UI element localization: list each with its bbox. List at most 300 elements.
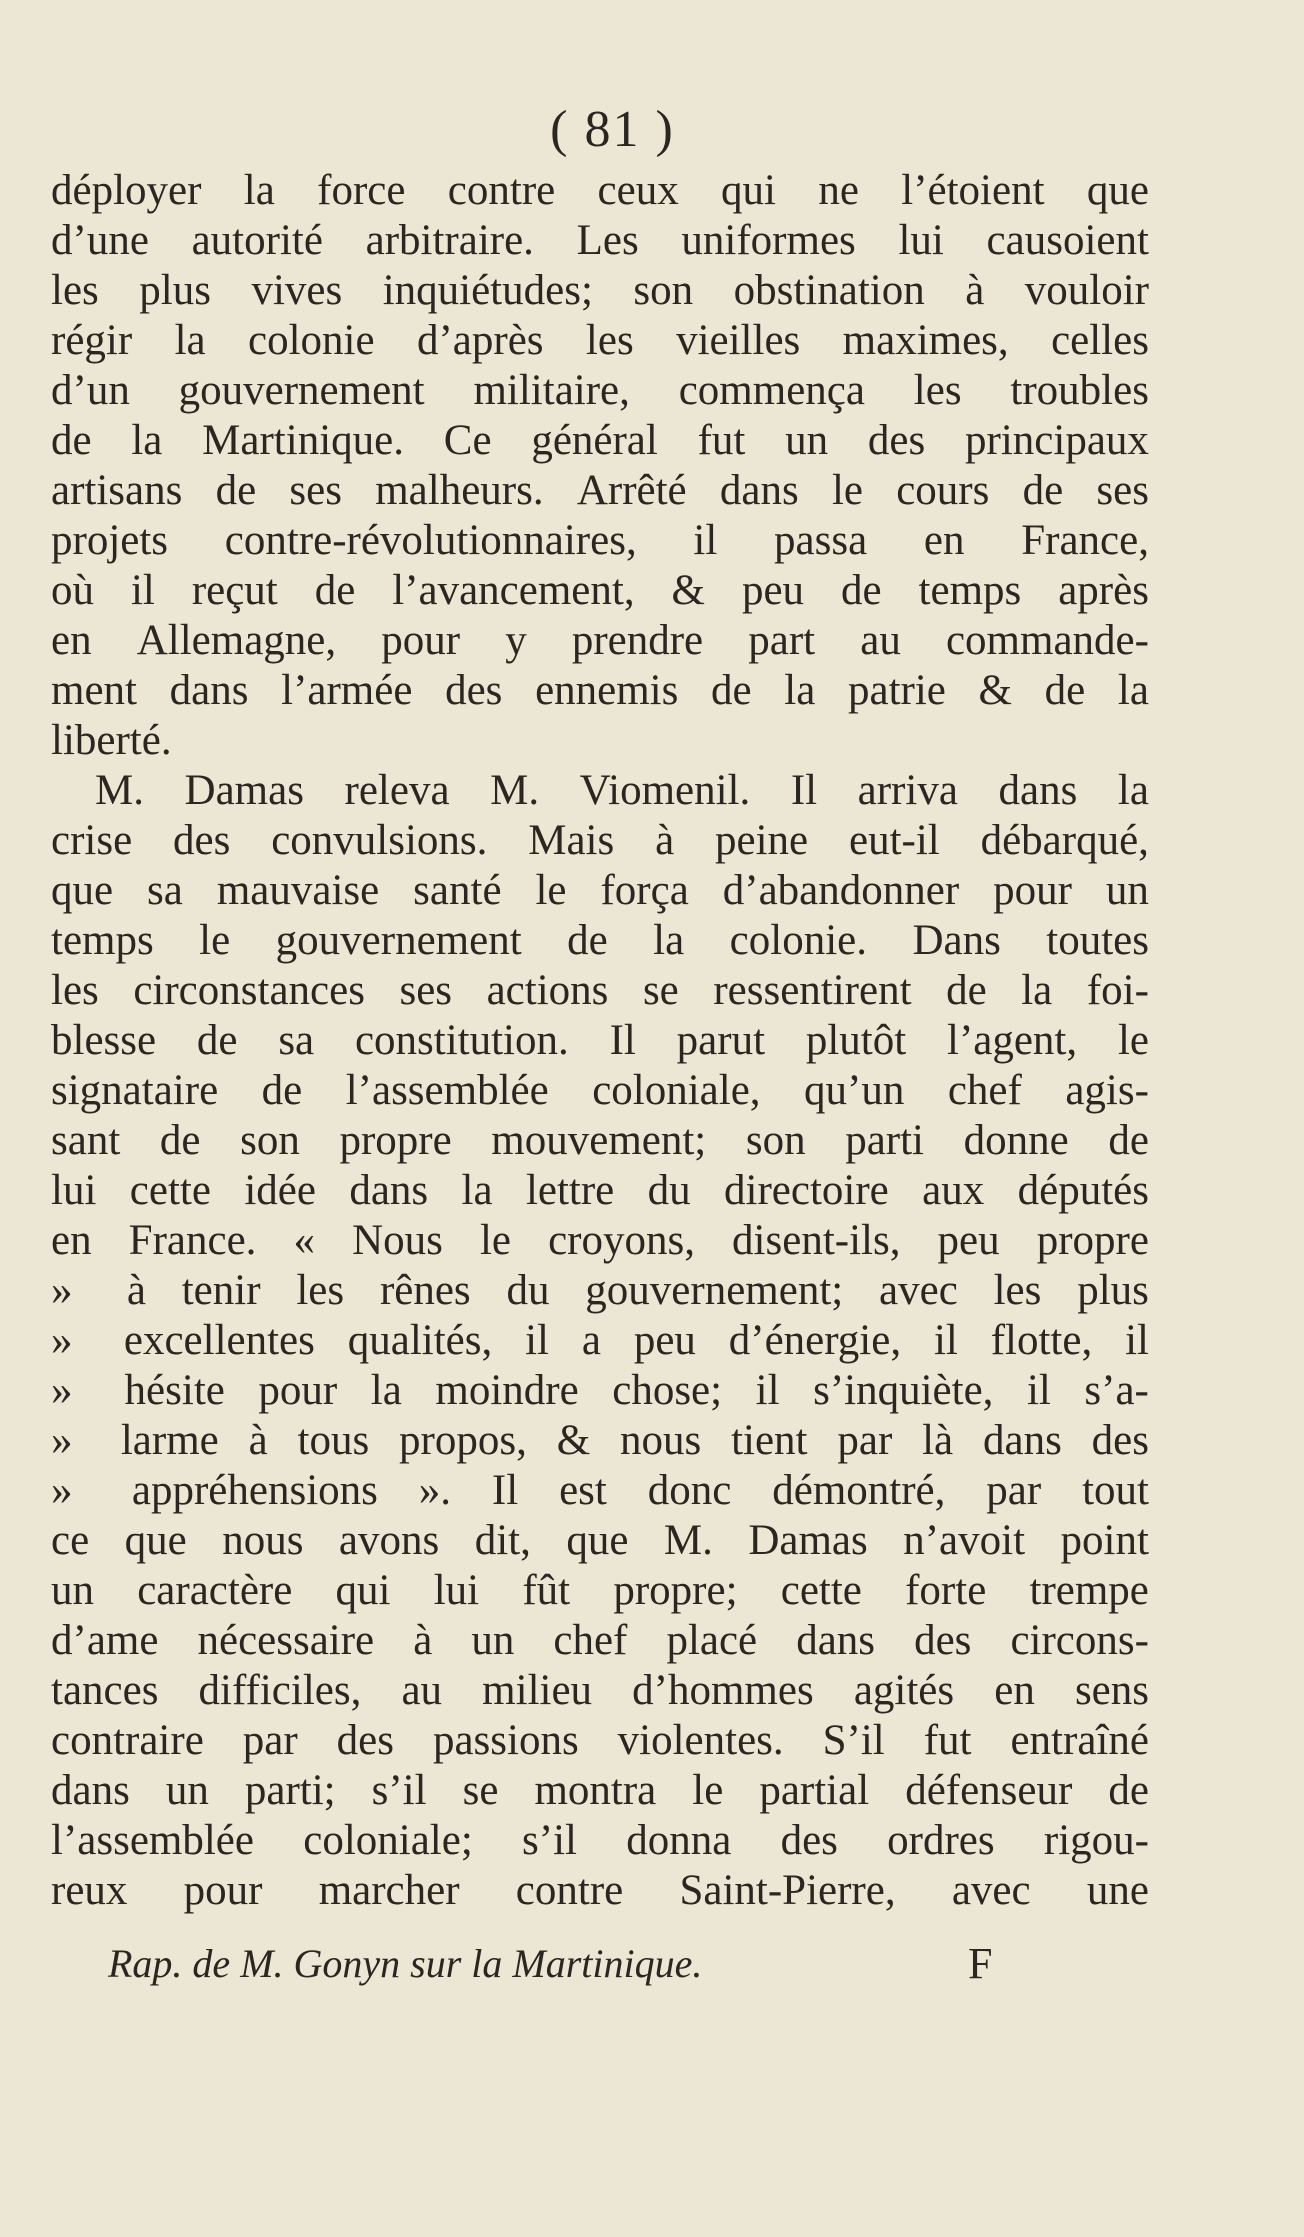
word: colonie <box>248 317 375 364</box>
word: ordres <box>887 1817 995 1864</box>
word: l’étoient <box>901 167 1045 214</box>
word: déployer <box>51 167 202 214</box>
word: foi- <box>1086 967 1149 1014</box>
word: à <box>965 267 985 314</box>
text-line <box>51 1716 1149 1766</box>
word: Il <box>609 1017 636 1064</box>
word: débarqué, <box>980 817 1149 864</box>
word: le <box>692 1767 724 1814</box>
word: vouloir <box>1024 267 1149 314</box>
word: force <box>317 167 406 214</box>
word: constitution. <box>354 1017 569 1064</box>
quote-mark: » <box>51 1467 73 1514</box>
word: le <box>1117 1017 1149 1064</box>
word: contre-révolutionnaires, <box>224 517 637 564</box>
word: dans <box>796 1617 876 1664</box>
text-line <box>51 1366 1149 1416</box>
word: la <box>174 317 206 364</box>
word: M. <box>663 1517 713 1564</box>
word: d’hommes <box>632 1667 814 1714</box>
word: les <box>51 967 99 1014</box>
text-line <box>51 1816 1149 1866</box>
word: en <box>51 617 92 664</box>
text-line <box>51 416 1149 466</box>
word: des <box>867 417 926 464</box>
text-line <box>51 1066 1149 1116</box>
word: directoire <box>724 1167 889 1214</box>
word: peine <box>715 817 809 864</box>
word: ment <box>51 667 137 714</box>
word: de <box>261 1067 303 1114</box>
word: temps <box>51 917 154 964</box>
signature-mark: F <box>968 1939 993 1988</box>
word: de <box>1044 667 1086 714</box>
word: excellentes <box>123 1317 315 1364</box>
word: nous <box>620 1417 702 1464</box>
word: se <box>462 1767 499 1814</box>
word: projets <box>51 517 169 564</box>
word: des <box>914 1617 972 1664</box>
word: députés <box>1017 1167 1149 1214</box>
word: ne <box>818 167 859 214</box>
word: de <box>1022 467 1064 514</box>
word: croyons, <box>548 1217 695 1264</box>
word: des <box>173 817 231 864</box>
word: commença <box>678 367 865 414</box>
word: son <box>633 267 694 314</box>
word: la <box>1021 967 1053 1014</box>
word: de <box>215 467 257 514</box>
word: fut <box>923 1717 972 1764</box>
text-line <box>51 1316 1149 1366</box>
word: ». <box>418 1467 452 1514</box>
text-line <box>51 1416 1149 1466</box>
word: donna <box>626 1817 732 1864</box>
word: un <box>51 1567 94 1614</box>
word: ses <box>1096 467 1149 514</box>
word: lui <box>51 1167 97 1214</box>
word: artisans <box>51 467 183 514</box>
word: reux <box>51 1867 128 1914</box>
word: les <box>585 317 634 364</box>
word: dans <box>349 1167 429 1214</box>
word: les <box>51 267 99 314</box>
word: sant <box>51 1117 121 1164</box>
text-line <box>51 466 1149 516</box>
word: pour <box>183 1867 263 1914</box>
text-line <box>51 1216 1149 1266</box>
word: actions <box>486 967 609 1014</box>
text-line <box>51 266 1149 316</box>
word: plus <box>139 267 211 314</box>
quote-mark: » <box>51 1417 73 1464</box>
word: obstination <box>733 267 925 314</box>
word: convulsions. <box>271 817 488 864</box>
word: parti; <box>244 1767 336 1814</box>
word: y <box>505 617 527 664</box>
word: lui <box>433 1567 480 1614</box>
word: un <box>165 1767 209 1814</box>
word: colonie. <box>729 917 867 964</box>
word: d’abandonner <box>722 867 960 914</box>
word: troubles <box>1010 367 1149 414</box>
word: défenseur <box>905 1767 1073 1814</box>
word: M. <box>490 767 540 814</box>
word: la <box>1117 767 1149 814</box>
word: Damas <box>184 767 304 814</box>
word: dans <box>51 1767 130 1814</box>
word: lettre <box>525 1167 615 1214</box>
word: blesse <box>51 1017 157 1064</box>
text-line <box>51 1866 1149 1916</box>
word: contre <box>447 167 556 214</box>
text-line <box>51 316 1149 366</box>
word: tances <box>51 1667 159 1714</box>
word: tenir <box>181 1267 261 1314</box>
word: de <box>841 567 882 614</box>
word: agités <box>853 1667 955 1714</box>
word: dans <box>719 467 799 514</box>
word: qualités, <box>347 1317 493 1364</box>
word: avec <box>951 1867 1031 1914</box>
word: mouvement; <box>491 1117 707 1164</box>
word: idée <box>244 1167 316 1214</box>
word: autorité <box>191 217 323 264</box>
word: à <box>413 1617 433 1664</box>
word: général <box>531 417 658 464</box>
text-line <box>51 366 1149 416</box>
text-line <box>51 866 1149 916</box>
word: au <box>860 617 901 664</box>
word: en <box>51 1217 92 1264</box>
word: passions <box>432 1717 579 1764</box>
word: rênes <box>379 1267 471 1314</box>
running-footer-title: Rap. de M. Gonyn sur la Martinique. <box>108 1941 703 1986</box>
word: lui <box>898 217 944 264</box>
word: l’avancement, <box>392 567 635 614</box>
word: passa <box>774 517 868 564</box>
word: en <box>923 517 965 564</box>
word: pour <box>381 617 461 664</box>
word: peu <box>937 1217 1000 1264</box>
quote-mark: » <box>51 1267 73 1314</box>
word: circonstances <box>133 967 365 1014</box>
word: & <box>671 567 705 614</box>
word: « <box>293 1217 315 1264</box>
word: entraîné <box>1010 1717 1149 1764</box>
word: Viomenil. <box>579 767 751 814</box>
word: circons- <box>1010 1617 1149 1664</box>
word: donne <box>963 1117 1069 1164</box>
word: tous <box>297 1417 370 1464</box>
word: part <box>748 617 816 664</box>
word: par <box>837 1417 893 1464</box>
word: disent-ils, <box>732 1217 901 1264</box>
word: gouvernement; <box>585 1267 844 1314</box>
word: caractère <box>137 1567 293 1614</box>
word: agis- <box>1065 1067 1149 1114</box>
word: gouvernement <box>275 917 522 964</box>
word: marcher <box>318 1867 460 1914</box>
quote-mark: » <box>51 1317 73 1364</box>
word: larme <box>120 1417 219 1464</box>
word: il <box>1026 1367 1051 1414</box>
text-line <box>51 966 1149 1016</box>
text-line <box>51 666 1149 716</box>
word: qui <box>721 167 776 214</box>
text-line <box>51 1516 1149 1566</box>
word: le <box>199 917 231 964</box>
word: par <box>242 1717 298 1764</box>
word: Nous <box>352 1217 443 1264</box>
word: la <box>131 417 163 464</box>
word: que <box>124 1517 187 1564</box>
text-line <box>51 166 1149 216</box>
word: cette <box>780 1567 862 1614</box>
word: régir <box>51 317 133 364</box>
word: ceux <box>597 167 679 214</box>
word: coloniale, <box>592 1067 761 1114</box>
word: Les <box>576 217 639 264</box>
word: Mais <box>528 817 615 864</box>
word: Saint-Pierre, <box>679 1867 896 1914</box>
word: partial <box>759 1767 870 1814</box>
word: son <box>745 1117 806 1164</box>
text-line <box>51 1566 1149 1616</box>
word: de <box>946 967 987 1014</box>
word: là <box>922 1417 954 1464</box>
word: l’assemblée <box>345 1067 549 1114</box>
word: dit, <box>474 1517 531 1564</box>
word: peu <box>741 567 805 614</box>
word: que <box>1086 167 1149 214</box>
word: est <box>559 1467 607 1514</box>
word: fût <box>522 1567 571 1614</box>
word: commande- <box>945 617 1149 664</box>
word: son <box>240 1117 300 1164</box>
page-number: ( 81 ) <box>550 101 675 158</box>
text-line <box>51 216 1149 266</box>
word: n’avoit <box>903 1517 1026 1564</box>
word: ce <box>51 1517 90 1564</box>
word: Ce <box>443 417 492 464</box>
word: un <box>471 1617 515 1664</box>
word: sa <box>278 1017 315 1064</box>
word: moindre <box>435 1367 579 1414</box>
word: principaux <box>965 417 1149 464</box>
word: liberté. <box>51 717 172 764</box>
word: avons <box>338 1517 440 1564</box>
word: à <box>126 1267 146 1314</box>
text-line <box>51 566 1149 616</box>
word: propre; <box>613 1567 738 1614</box>
word: peu <box>633 1317 696 1364</box>
word: de <box>711 667 752 714</box>
word: il <box>130 567 155 614</box>
text-line <box>51 1466 1149 1516</box>
word: santé <box>413 867 502 914</box>
quote-mark: » <box>51 1367 73 1414</box>
text-line <box>51 766 1149 816</box>
word: où <box>51 567 94 614</box>
word: qu’un <box>804 1067 905 1114</box>
word: militaire, <box>473 367 630 414</box>
word: M. <box>95 767 144 814</box>
text-line <box>51 916 1149 966</box>
word: cours <box>896 467 990 514</box>
text-line <box>51 1166 1149 1216</box>
word: le <box>831 467 863 514</box>
word: celles <box>1051 317 1149 364</box>
word: Dans <box>912 917 1001 964</box>
word: eut-il <box>848 817 940 864</box>
word: tient <box>731 1417 808 1464</box>
word: reçut <box>191 567 278 614</box>
word: parti <box>845 1117 925 1164</box>
word: des <box>1091 1417 1149 1464</box>
text-line <box>51 716 1149 766</box>
word: sa <box>147 867 183 914</box>
word: pour <box>993 867 1072 914</box>
word: pour <box>258 1367 338 1414</box>
page-footer <box>108 1936 1108 1992</box>
word: de <box>196 1017 238 1064</box>
word: de <box>159 1117 201 1164</box>
word: au <box>401 1667 443 1714</box>
word: s’il <box>371 1767 427 1814</box>
word: une <box>1086 1867 1149 1914</box>
word: & <box>978 667 1012 714</box>
word: du <box>647 1167 691 1214</box>
word: parut <box>676 1017 766 1064</box>
word: nous <box>222 1517 304 1564</box>
word: il <box>693 517 718 564</box>
word: les <box>913 367 962 414</box>
word: Il <box>491 1467 519 1514</box>
word: nécessaire <box>197 1617 375 1664</box>
word: forte <box>905 1567 987 1614</box>
word: maximes, <box>842 317 1009 364</box>
word: arbitraire. <box>365 217 534 264</box>
word: dans <box>169 667 249 714</box>
word: de <box>1108 1117 1149 1164</box>
word: a <box>581 1317 601 1364</box>
word: point <box>1060 1517 1149 1564</box>
word: dans <box>983 1417 1062 1464</box>
word: signataire <box>51 1067 219 1114</box>
word: s’il <box>522 1817 577 1864</box>
word: de <box>1108 1767 1149 1814</box>
word: difficiles, <box>198 1667 362 1714</box>
text-line <box>51 816 1149 866</box>
word: il <box>755 1367 780 1414</box>
word: des <box>445 667 503 714</box>
word: que <box>566 1517 629 1564</box>
word: ses <box>289 467 342 514</box>
text-line <box>51 1266 1149 1316</box>
word: malheurs. <box>375 467 544 514</box>
word: fut <box>697 417 746 464</box>
word: chef <box>553 1617 628 1664</box>
word: l’agent, <box>947 1017 1078 1064</box>
word: propre <box>1036 1217 1149 1264</box>
word: des <box>336 1717 394 1764</box>
word: d’après <box>416 317 544 364</box>
word: plus <box>1077 1267 1149 1314</box>
word: releva <box>344 767 450 814</box>
word: d’une <box>51 217 149 264</box>
word: de <box>314 567 356 614</box>
word: propos, <box>399 1417 527 1464</box>
text-line <box>51 1016 1149 1066</box>
word: contraire <box>51 1717 204 1764</box>
word: il <box>1125 1317 1149 1364</box>
word: se <box>642 967 679 1014</box>
word: montra <box>534 1767 657 1814</box>
word: Allemagne, <box>136 617 337 664</box>
word: uniformes <box>681 217 856 264</box>
text-line <box>51 516 1149 566</box>
text-line <box>51 616 1149 666</box>
word: hésite <box>124 1367 225 1414</box>
word: ennemis <box>535 667 679 714</box>
word: il <box>933 1317 958 1364</box>
body-text <box>51 166 1149 1916</box>
word: causoient <box>986 217 1149 264</box>
word: un <box>785 417 829 464</box>
word: après <box>1058 567 1149 614</box>
word: de <box>567 917 608 964</box>
word: les <box>993 1267 1042 1314</box>
word: en <box>994 1667 1035 1714</box>
word: ses <box>399 967 453 1014</box>
word: Damas <box>748 1517 868 1564</box>
word: le <box>479 1217 511 1264</box>
word: que <box>51 867 114 914</box>
text-line <box>51 1666 1149 1716</box>
word: démontré, <box>772 1467 946 1514</box>
word: s’a- <box>1084 1367 1149 1414</box>
word: & <box>556 1417 591 1464</box>
word: avec <box>879 1267 958 1314</box>
word: le <box>535 867 567 914</box>
word: patrie <box>847 667 946 714</box>
word: la <box>461 1167 493 1214</box>
word: l’assemblée <box>51 1817 254 1864</box>
text-line <box>51 1766 1149 1816</box>
word: prendre <box>571 617 704 664</box>
word: milieu <box>482 1667 593 1714</box>
word: la <box>370 1367 402 1414</box>
word: appréhensions <box>131 1467 378 1514</box>
word: chose; <box>612 1367 723 1414</box>
word: la <box>784 667 816 714</box>
word: d’ame <box>51 1617 159 1664</box>
word: il <box>525 1317 549 1364</box>
word: temps <box>918 567 1022 614</box>
word: d’un <box>51 367 130 414</box>
word: chef <box>947 1067 1022 1114</box>
word: rigou- <box>1043 1817 1149 1864</box>
word: qui <box>335 1567 391 1614</box>
word: plutôt <box>805 1017 907 1064</box>
word: s’inquiète, <box>813 1367 994 1414</box>
word: força <box>600 867 689 914</box>
word: crise <box>51 817 133 864</box>
word: coloniale; <box>303 1817 473 1864</box>
word: des <box>780 1817 838 1864</box>
word: mauvaise <box>216 867 380 914</box>
